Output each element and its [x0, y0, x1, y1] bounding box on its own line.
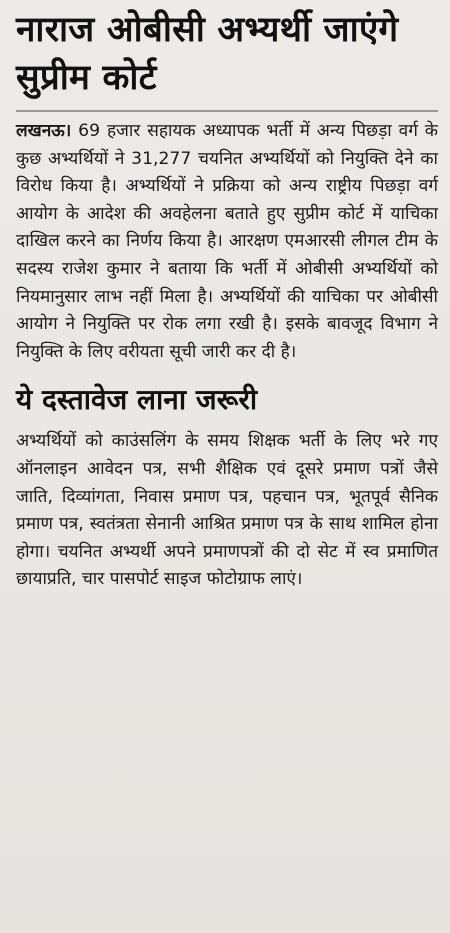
article-dateline: लखनऊ।	[16, 121, 72, 141]
documents-body: अभ्यर्थियों को काउंसलिंग के समय शिक्षक भर्ती के लिए भरे गए ऑनलाइन आवेदन पत्र, सभी शैक्षिक एवं दूसरे प्रमाण पत्रों जैसे जाति, दिव्यांगता, निवास प्रमाण पत्र, पहचान पत्र, भूतपूर्व सैनिक प्रमाण पत्र, स्वतंत्रता सेनानी आश्रित प्रमाण पत्र के साथ शामिल होना होगा। चयनित अभ्यर्थी अपने प्रमाणपत्रों की दो सेट में स्व प्रमाणित छायाप्रति, चार पासपोर्ट साइज फोटोग्राफ लाएं।	[16, 431, 438, 590]
headline-divider	[16, 110, 438, 112]
article-body	[16, 118, 438, 366]
article-body-text: 69 हजार सहायक अध्यापक भर्ती में अन्य पिछड़ा वर्ग के कुछ अभ्यर्थियों ने 31,277 चयनित अभ्यर्थियों को नियुक्ति देने का विरोध किया है। अभ्यर्थियों ने प्रक्रिया को अन्य राष्ट्रीय पिछड़ा वर्ग आयोग के आदेश की अवहेलना बताते हुए सुप्रीम कोर्ट में याचिका दाखिल करने का निर्णय किया है। आरक्षण एमआरसी लीगल टीम के सदस्य राजेश कुमार ने बताया कि भर्ती में ओबीसी अभ्यर्थियों को नियमानुसार लाभ नहीं मिला है। अभ्यर्थियों की याचिका पर ओबीसी आयोग ने नियुक्ति पर रोक लगा रखी है। इसके बावजूद विभाग ने नियुक्ति के लिए वरीयता सूची जारी कर दी है।	[16, 121, 438, 362]
article-headline: नाराज ओबीसी अभ्यर्थी जाएंगे सुप्रीम कोर्ट	[16, 10, 399, 98]
documents-subheading: ये दस्तावेज लाना जरूरी	[16, 383, 258, 417]
